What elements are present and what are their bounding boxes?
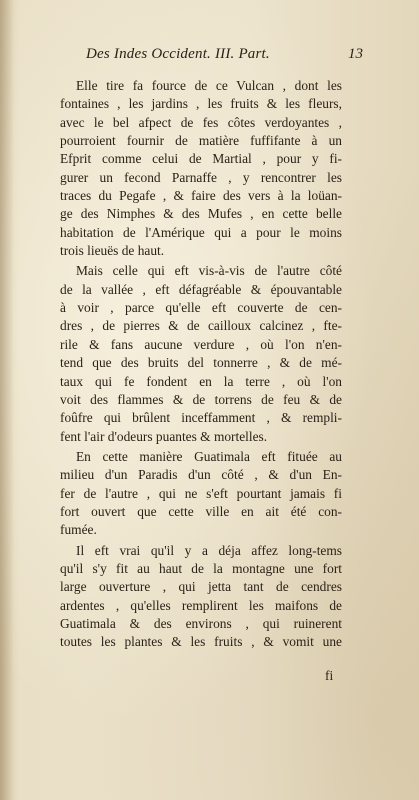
paragraph-4 [60, 542, 342, 652]
body-text [60, 77, 342, 652]
text-line: taux qui fe fondent en la terre , où l'on [60, 373, 342, 389]
text-line: gurer un fecond Parnaffe , y rencontrer les [60, 169, 342, 185]
text-line: traces du Pegafe , & faire des vers à la loüan- [60, 188, 342, 204]
paragraph-2 [60, 262, 342, 445]
text-line: tend que des bruits del tonnerre , & de mé- [60, 355, 342, 371]
text-line: fumée. [60, 522, 97, 538]
text-line: Mais celle qui eft vis-à-vis de l'autre côté [76, 263, 342, 279]
running-head: Des Indes Occident. III. Part. [86, 46, 270, 62]
text-line: rile & fans aucune verdure , où l'on n'en- [60, 336, 342, 352]
page-number: 13 [348, 46, 363, 62]
text-line: fer de l'autre , qui ne s'eft pourtant jamais fi [60, 485, 342, 501]
paragraph-3 [60, 448, 342, 540]
text-line: ge des Nimphes & des Mufes , en cette belle [60, 206, 342, 222]
text-line: Elle tire fa fource de ce Vulcan , dont les [76, 78, 342, 93]
text-line: voit des flammes & de torrens de feu & de [60, 391, 342, 407]
text-line: trois lieuës de haut. [60, 243, 165, 259]
text-line: qu'il s'y fit au haut de la montagne une fort [60, 560, 342, 576]
text-line: milieu d'un Paradis d'un côté , & d'un En- [60, 467, 342, 483]
text-line: dres , de pierres & de cailloux calcinez , fte- [60, 318, 342, 334]
paragraph-1 [60, 77, 342, 260]
text-line: fort ouvert que cette ville en ait été con- [60, 503, 342, 519]
text-line: En cette manière Guatimala eft fituée au [76, 448, 342, 464]
text-line: toutes les plantes & les fruits , & vomit une [60, 634, 342, 650]
text-line: pourroient fournir de matière fuffifante à un [60, 133, 342, 149]
text-line: fontaines , les jardins , les fruits & les fleurs, [60, 96, 342, 112]
text-line: Il eft vrai qu'il y a déja affez long-tems [76, 542, 342, 558]
text-line: à voir , parce qu'elle eft couverte de cen- [60, 300, 342, 316]
text-line: ardentes , qu'elles remplirent les maifons de [60, 597, 342, 613]
text-line: Efprit comme celui de Martial , pour y fi- [60, 151, 342, 167]
page-gutter-shadow [0, 0, 14, 800]
text-line: Guatimala & des environs , qui ruinerent [60, 615, 342, 631]
text-line: de la vallée , eft défagréable & épouvantable [60, 281, 342, 297]
text-line: habitation de l'Amérique qui a pour le moins [60, 224, 342, 240]
catchword: fi [325, 668, 334, 683]
text-line: fent l'air d'odeurs puantes & mortelles. [60, 428, 268, 444]
text-line: avec le bel afpect de fes côtes verdoyantes , [60, 114, 342, 130]
text-line: foûfre qui brûlent inceffamment , & rempli- [60, 410, 342, 426]
text-line: large ouverture , qui jetta tant de cendres [60, 579, 342, 595]
